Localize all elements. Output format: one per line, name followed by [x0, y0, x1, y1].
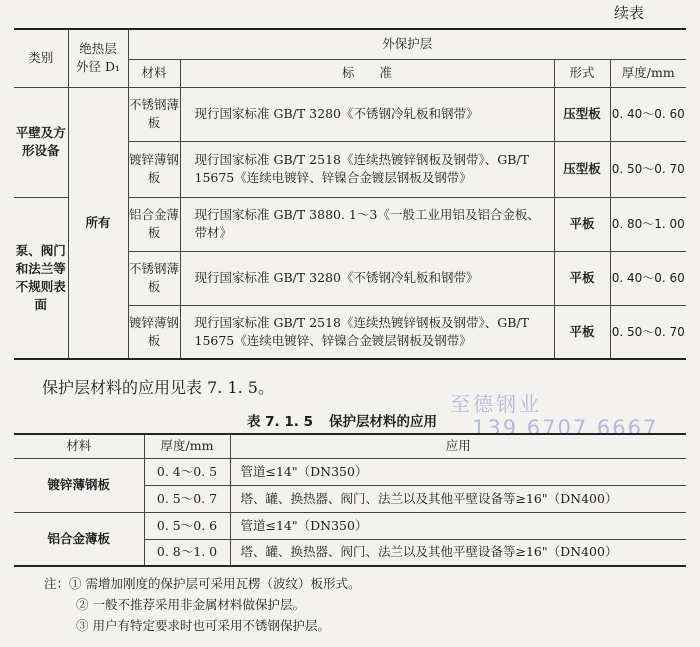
row-standard: 现行国家标准 GB/T 3280《不锈钢冷轧板和钢带》	[180, 87, 554, 141]
group-material: 铝合金薄板	[14, 512, 144, 566]
row-standard: 现行国家标准 GB/T 3280《不锈钢冷轧板和钢带》	[180, 251, 554, 305]
row-material: 镀锌薄钢板	[128, 305, 180, 359]
row-thickness: 0. 40～0. 60	[610, 87, 686, 141]
row-application: 塔、罐、换热器、阀门、法兰以及其他平壁设备等≥16"（DN400）	[230, 485, 686, 512]
row-application: 塔、罐、换热器、阀门、法兰以及其他平壁设备等≥16"（DN400）	[230, 539, 686, 566]
row-form: 平板	[554, 251, 610, 305]
note-item: ③ 用户有特定要求时也可采用不锈钢保护层。	[76, 618, 330, 633]
row-material: 镀锌薄钢板	[128, 141, 180, 197]
row-standard: 现行国家标准 GB/T 2518《连续热镀锌钢板及钢带》、GB/T 15675《连续电镀锌、锌镍合金镀层钢板及钢带》	[180, 305, 554, 359]
row-material: 不锈钢薄板	[128, 251, 180, 305]
row-thickness: 0. 4～0. 5	[144, 458, 230, 485]
row-standard: 现行国家标准 GB/T 2518《连续热镀锌钢板及钢带》、GB/T 15675《连续电镀锌、锌镍合金镀层钢板及钢带》	[180, 141, 554, 197]
table-caption	[0, 410, 700, 430]
row-form: 压型板	[554, 87, 610, 141]
header-form: 形式	[554, 59, 610, 87]
row-thickness: 0. 80～1. 00	[610, 197, 686, 251]
row-application: 管道≤14"（DN350）	[230, 512, 686, 539]
row-thickness: 0. 50～0. 70	[610, 305, 686, 359]
header-outer-protection: 外保护层	[128, 29, 686, 59]
continued-label: 续表	[614, 4, 645, 22]
diameter-all: 所有	[68, 87, 128, 359]
header-application: 应用	[230, 434, 686, 458]
header-standard: 标 准	[180, 59, 554, 87]
notes	[44, 573, 360, 636]
header-material: 材料	[14, 434, 144, 458]
material-application-table	[14, 433, 686, 567]
header-insulation-diameter: 绝热层 外径 D₁	[68, 29, 128, 87]
row-application: 管道≤14"（DN350）	[230, 458, 686, 485]
row-thickness: 0. 5～0. 7	[144, 485, 230, 512]
watermark: 至德钢业 139 6707 6667	[450, 392, 659, 440]
row-material: 不锈钢薄板	[128, 87, 180, 141]
header-material: 材料	[128, 59, 180, 87]
group-material: 镀锌薄钢板	[14, 458, 144, 512]
header-thickness: 厚度/mm	[144, 434, 230, 458]
row-material: 铝合金薄板	[128, 197, 180, 251]
intro-paragraph: 保护层材料的应用见表 7. 1. 5。	[42, 378, 274, 397]
header-category: 类别	[14, 29, 68, 87]
note-item: ② 一般不推荐采用非金属材料做保护层。	[76, 597, 305, 612]
table-caption-number: 表 7. 1. 5	[246, 414, 314, 430]
row-form: 压型板	[554, 141, 610, 197]
header-thickness: 厚度/mm	[610, 59, 686, 87]
row-thickness: 0. 40～0. 60	[610, 251, 686, 305]
row-form: 平板	[554, 197, 610, 251]
category-flat: 平壁及方形设备	[14, 87, 68, 197]
row-form: 平板	[554, 305, 610, 359]
note-item: 注：① 需增加刚度的保护层可采用瓦楞（波纹）板形式。	[44, 576, 361, 591]
category-irregular: 泵、阀门和法兰等不规则表面	[14, 197, 68, 359]
table-caption-title: 保护层材料的应用	[329, 414, 438, 430]
row-thickness: 0. 5～0. 6	[144, 512, 230, 539]
row-standard: 现行国家标准 GB/T 3880. 1～3《一般工业用铝及铝合金板、带材》	[180, 197, 554, 251]
row-thickness: 0. 50～0. 70	[610, 141, 686, 197]
row-thickness: 0. 8～1. 0	[144, 539, 230, 566]
protection-layer-table	[14, 28, 686, 360]
